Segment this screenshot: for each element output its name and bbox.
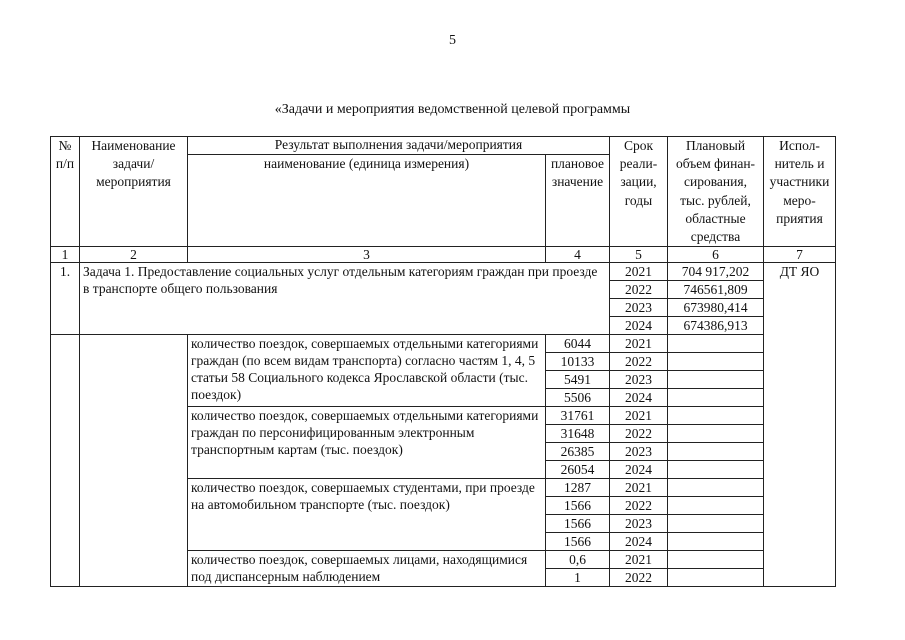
- indicator-name: количество поездок, совершаемых студентами, при проезде на автомобильном транспорте (тыс. поездок): [188, 479, 546, 551]
- indicator-value: 1: [546, 569, 610, 587]
- indicator-year: 2023: [610, 515, 668, 533]
- empty-task-cell: [80, 335, 188, 587]
- column-numbers-row: [51, 247, 836, 263]
- task-executor: ДТ ЯО: [764, 263, 836, 587]
- indicator-value: 1566: [546, 497, 610, 515]
- indicator-amount-empty: [668, 479, 764, 497]
- indicator-amount-empty: [668, 443, 764, 461]
- indicator-year: 2024: [610, 461, 668, 479]
- page-number: 5: [449, 33, 456, 48]
- indicator-name: количество поездок, совершаемых отдельными категориями граждан (по всем видам транспорта) согласно частям 1, 4, 5 статьи 58 Социального кодекса Ярославской области (тыс. поездок): [188, 335, 546, 407]
- task-amount: 746561,809: [668, 281, 764, 299]
- indicator-year: 2021: [610, 407, 668, 425]
- indicator-year: 2022: [610, 569, 668, 587]
- indicator-amount-empty: [668, 533, 764, 551]
- header-volume: Плановый объем финан- сирования, тыс. рублей, областные средства: [668, 137, 764, 247]
- header-result-name: наименование (единица измерения): [188, 154, 546, 247]
- header-number: № п/п: [51, 137, 80, 247]
- indicator-amount-empty: [668, 551, 764, 569]
- indicator-value: 26054: [546, 461, 610, 479]
- indicator-year: 2022: [610, 497, 668, 515]
- indicator-name: количество поездок, совершаемых лицами, находящимися под диспансерным наблюдением: [188, 551, 546, 587]
- indicator-amount-empty: [668, 389, 764, 407]
- empty-number-cell: [51, 335, 80, 587]
- indicator-value: 31648: [546, 425, 610, 443]
- indicator-value: 5506: [546, 389, 610, 407]
- task-year: 2024: [610, 317, 668, 335]
- header-result-value: плановое значение: [546, 154, 610, 247]
- indicator-year: 2023: [610, 443, 668, 461]
- indicator-row: [51, 335, 836, 353]
- column-number: 2: [80, 247, 188, 263]
- indicator-amount-empty: [668, 407, 764, 425]
- indicator-amount-empty: [668, 335, 764, 353]
- indicator-value: 10133: [546, 353, 610, 371]
- task-amount: 674386,913: [668, 317, 764, 335]
- header-executor: Испол- нитель и участники меро- приятия: [764, 137, 836, 247]
- indicator-value: 26385: [546, 443, 610, 461]
- indicator-value: 1566: [546, 533, 610, 551]
- task-number: 1.: [51, 263, 80, 335]
- indicator-name: количество поездок, совершаемых отдельными категориями граждан по персонифицированным электронным транспортным картам (тыс. поездок): [188, 407, 546, 479]
- indicator-value: 6044: [546, 335, 610, 353]
- indicator-value: 0,6: [546, 551, 610, 569]
- task-amount: 704 917,202: [668, 263, 764, 281]
- indicator-amount-empty: [668, 569, 764, 587]
- program-table: [50, 136, 836, 587]
- indicator-amount-empty: [668, 515, 764, 533]
- indicator-value: 1287: [546, 479, 610, 497]
- indicator-year: 2021: [610, 335, 668, 353]
- indicator-year: 2021: [610, 551, 668, 569]
- indicator-value: 1566: [546, 515, 610, 533]
- task-year: 2021: [610, 263, 668, 281]
- indicator-amount-empty: [668, 371, 764, 389]
- document-title: «Задачи и мероприятия ведомственной целевой программы: [274, 102, 631, 117]
- indicator-year: 2023: [610, 371, 668, 389]
- task-year: 2022: [610, 281, 668, 299]
- column-number: 3: [188, 247, 546, 263]
- column-number: 4: [546, 247, 610, 263]
- header-term: Срок реали- зации, годы: [610, 137, 668, 247]
- header-task-name: Наименование задачи/ мероприятия: [80, 137, 188, 247]
- header-result: Результат выполнения задачи/мероприятия: [188, 137, 610, 155]
- indicator-amount-empty: [668, 461, 764, 479]
- indicator-year: 2022: [610, 425, 668, 443]
- column-number: 7: [764, 247, 836, 263]
- task-amount: 673980,414: [668, 299, 764, 317]
- indicator-year: 2024: [610, 389, 668, 407]
- task-row: [51, 263, 836, 281]
- indicator-value: 5491: [546, 371, 610, 389]
- column-number: 5: [610, 247, 668, 263]
- indicator-year: 2022: [610, 353, 668, 371]
- task-year: 2023: [610, 299, 668, 317]
- indicator-amount-empty: [668, 497, 764, 515]
- indicator-amount-empty: [668, 353, 764, 371]
- indicator-value: 31761: [546, 407, 610, 425]
- task-text: Задача 1. Предоставление социальных услуг отдельным категориям граждан при проезде в транспорте общего пользования: [80, 263, 610, 335]
- indicator-amount-empty: [668, 425, 764, 443]
- indicator-year: 2021: [610, 479, 668, 497]
- indicator-year: 2024: [610, 533, 668, 551]
- column-number: 6: [668, 247, 764, 263]
- column-number: 1: [51, 247, 80, 263]
